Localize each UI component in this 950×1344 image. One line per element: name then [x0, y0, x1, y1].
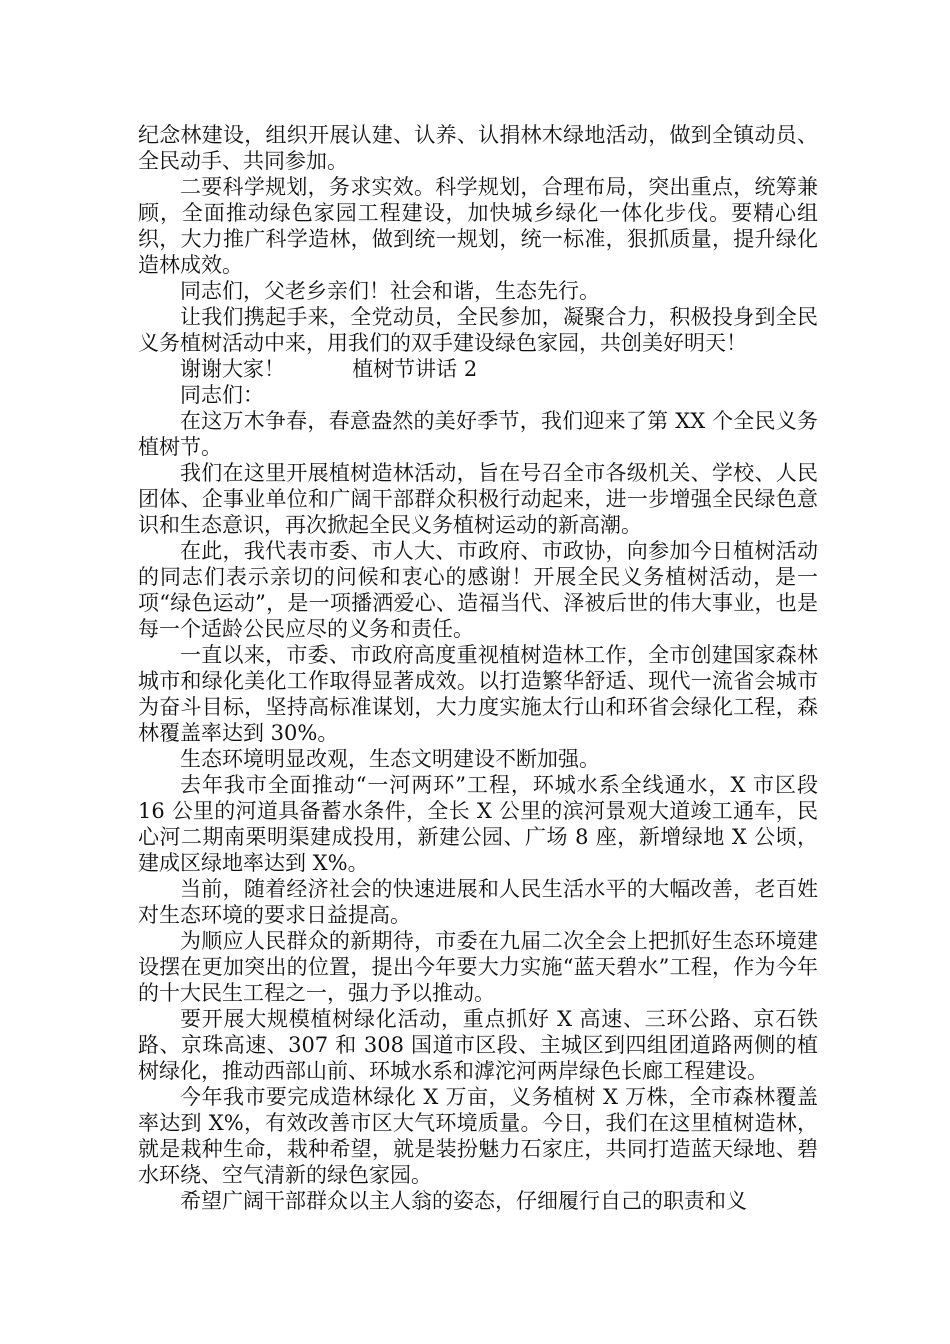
paragraph: 同志们，父老乡亲们！社会和谐，生态先行。	[180, 279, 600, 303]
paragraph: 一直以来，市委、市政府高度重视植树造林工作，全市创建国家森林城市和绿化美化工作取得显著成效。以打造繁华舒适、现代一流省会城市为奋斗目标，坚持高标准谋划，大力度实施太行山和环省会绿化工程，森林覆盖率达到 30%。	[138, 643, 818, 745]
paragraph: 为顺应人民群众的新期待，市委在九届二次全会上把抓好生态环境建设摆在更加突出的位置，提出今年要大力实施“蓝天碧水”工程，作为今年的十大民生工程之一，强力予以推动。	[138, 929, 818, 1005]
paragraph: 我们在这里开展植树造林活动，旨在号召全市各级机关、学校、人民团体、企事业单位和广阔干部群众积极行动起来，进一步增强全民绿色意识和生态意识，再次掀起全民义务植树运动的新高潮。	[138, 461, 818, 537]
paragraph: 当前，随着经济社会的快速进展和人民生活水平的大幅改善，老百姓对生态环境的要求日益提高。	[138, 877, 818, 927]
paragraph: 在这万木争春，春意盎然的美好季节，我们迎来了第 XX 个全民义务植树节。	[138, 409, 818, 459]
paragraph: 今年我市要完成造林绿化 X 万亩，义务植树 X 万株，全市森林覆盖率达到 X%，有效改善市区大气环境质量。今日，我们在这里植树造林，就是栽种生命，栽种希望，就是装扮魅力石家庄，共同打造蓝天绿地、碧水环绕、空气清新的绿色家园。	[138, 1085, 818, 1187]
paragraph: 要开展大规模植树绿化活动，重点抓好 X 高速、三环公路、京石铁路、京珠高速、307 和 308 国道市区段、主城区到四组团道路两侧的植树绿化，推动西部山前、环城水系和滹沱河两岸绿色长廊工程建设。	[138, 1007, 818, 1083]
closing-line	[138, 356, 818, 382]
paragraph: 二要科学规划，务求实效。科学规划，合理布局，突出重点，统筹兼顾，全面推动绿色家园工程建设，加快城乡绿化一体化步伐。要精心组织，大力推广科学造林，做到统一规划，统一标准，狠抓质量，提升绿化造林成效。	[138, 175, 818, 277]
paragraph: 纪念林建设，组织开展认建、认养、认捐林木绿地活动，做到全镇动员、全民动手、共同参加。	[138, 123, 818, 173]
section-title: 植树节讲话 2	[352, 357, 478, 381]
paragraph: 让我们携起手来，全党动员，全民参加，凝聚合力，积极投身到全民义务植树活动中来，用我们的双手建设绿色家园，共创美好明天！	[138, 305, 818, 355]
paragraph: 同志们：	[180, 383, 264, 407]
closing-text: 谢谢大家！	[180, 357, 285, 381]
document-body	[138, 122, 818, 1214]
paragraph: 生态环境明显改观，生态文明建设不断加强。	[180, 747, 600, 771]
paragraph: 去年我市全面推动“一河两环”工程，环城水系全线通水，X 市区段 16 公里的河道具备蓄水条件，全长 X 公里的滨河景观大道竣工通车，民心河二期南栗明渠建成投用，新建公园、广场 8 座，新增绿地 X 公顷，建成区绿地率达到 X%。	[138, 773, 818, 875]
paragraph: 希望广阔干部群众以主人翁的姿态，仔细履行自己的职责和义	[180, 1189, 747, 1213]
paragraph: 在此，我代表市委、市人大、市政府、市政协，向参加今日植树活动的同志们表示亲切的问候和衷心的感谢！开展全民义务植树活动，是一项“绿色运动”，是一项播洒爱心、造福当代、泽被后世的伟大事业，也是每一个适龄公民应尽的义务和责任。	[138, 539, 818, 641]
